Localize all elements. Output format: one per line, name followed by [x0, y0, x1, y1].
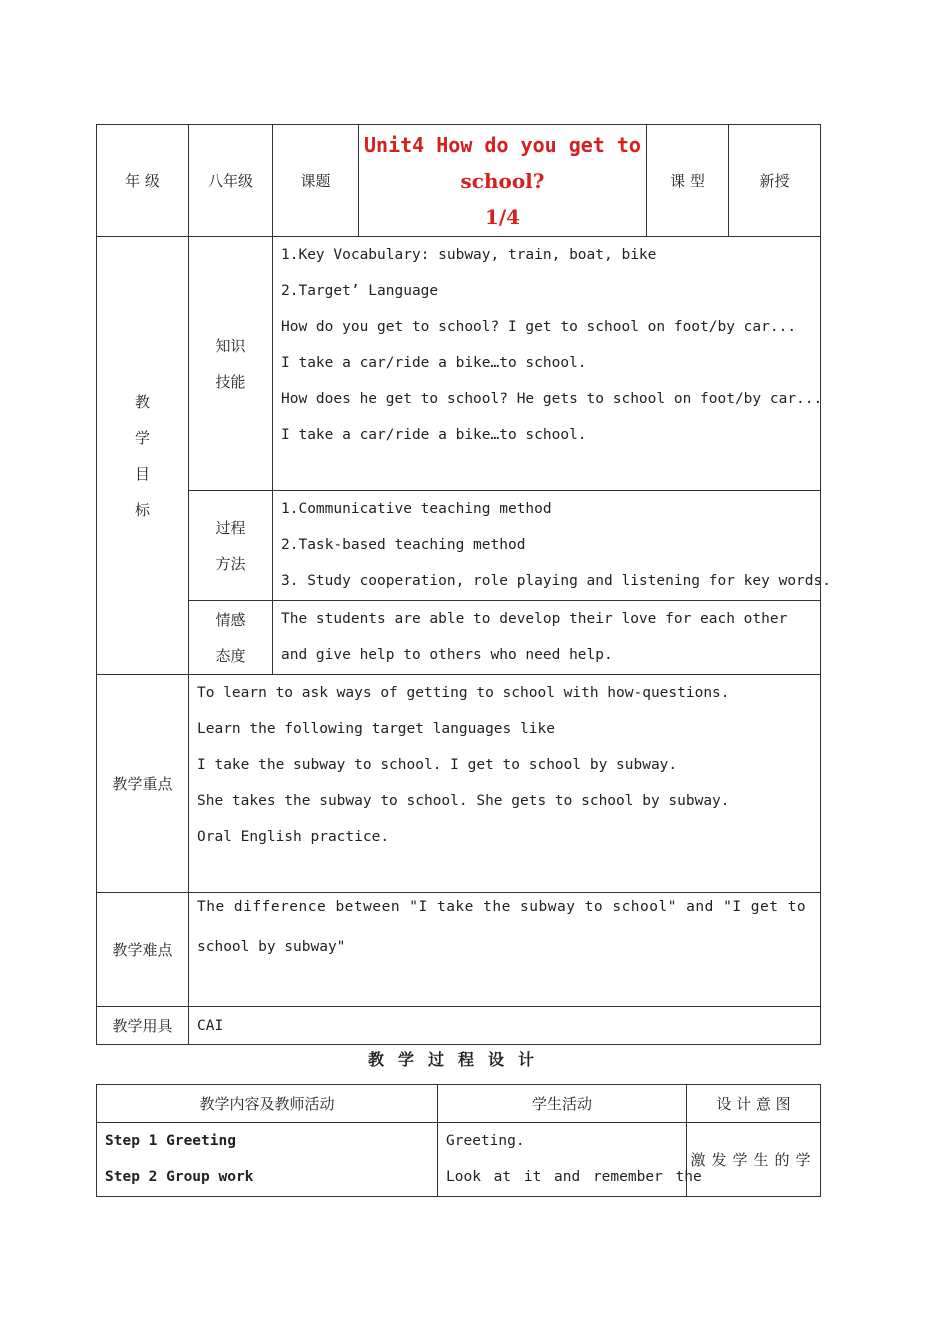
topic-title [359, 125, 647, 237]
knowledge-line: How do you get to school? I get to school on foot/by car... [281, 319, 797, 335]
process-design-title: 教学过程设计 [367, 1050, 548, 1069]
student-line: Greeting. [446, 1133, 525, 1149]
objectives-label [97, 237, 189, 675]
student-activity-cell [438, 1123, 702, 1197]
grade-label: 年 级 [97, 125, 189, 237]
knowledge-line: 2.Target’ Language [281, 283, 439, 299]
key-points-content [189, 675, 821, 893]
key-point-line: To learn to ask ways of getting to school with how-questions. [197, 685, 730, 701]
header-student-activity: 学生活动 [438, 1085, 687, 1123]
header-teacher-activity: 教学内容及教师活动 [97, 1085, 438, 1123]
process-content [273, 491, 831, 601]
objectives-char: 学 [134, 428, 150, 447]
knowledge-line: I take a car/ride a bike…to school. [281, 427, 587, 443]
knowledge-label-line: 技能 [215, 372, 246, 391]
emotion-label-line: 态度 [215, 646, 246, 665]
key-point-line: I take the subway to school. I get to school by subway. [197, 757, 678, 773]
teacher-activity-cell [97, 1123, 438, 1197]
student-line: Look at it and remember the [446, 1169, 702, 1185]
knowledge-label-line: 知识 [215, 336, 246, 355]
difficult-line-1: The difference between "I take the subway to school" and "I get to [197, 899, 807, 915]
type-label: 课 型 [647, 125, 729, 237]
topic-line-3: 1/4 [484, 204, 521, 229]
process-line: 2.Task-based teaching method [281, 537, 526, 553]
tools-value: CAI [197, 1017, 224, 1034]
key-point-line: Learn the following target languages like [197, 721, 555, 737]
process-label-line: 过程 [215, 518, 246, 537]
teacher-step: Step 2 Group work [105, 1169, 254, 1185]
emotion-line: and give help to others who need help. [281, 647, 613, 663]
process-label-line: 方法 [215, 554, 246, 573]
key-point-line: Oral English practice. [197, 829, 390, 845]
difficult-line-2: school by subway" [197, 939, 346, 955]
emotion-label [189, 601, 273, 675]
emotion-label-line: 情感 [215, 610, 246, 629]
topic-label: 课题 [273, 125, 359, 237]
difficult-points-content [189, 893, 821, 1007]
knowledge-line: I take a car/ride a bike…to school. [281, 355, 587, 371]
key-point-line: She takes the subway to school. She gets to school by subway. [197, 793, 730, 809]
lesson-plan-table [96, 124, 831, 1045]
process-label [189, 491, 273, 601]
objectives-char: 教 [134, 392, 150, 411]
emotion-content [273, 601, 821, 675]
type-value: 新授 [729, 125, 821, 237]
emotion-line: The students are able to develop their love for each other [281, 611, 788, 627]
teacher-step: Step 1 Greeting [105, 1133, 236, 1149]
objectives-char: 标 [134, 500, 150, 519]
tools-label: 教学用具 [97, 1007, 189, 1045]
header-design-intent: 设 计 意 图 [687, 1085, 821, 1123]
design-intent-cell: 激发学生的学 [687, 1123, 821, 1197]
topic-line-2: school? [460, 168, 545, 193]
process-line: 3. Study cooperation, role playing and listening for key words. [281, 573, 831, 589]
grade-value: 八年级 [189, 125, 273, 237]
knowledge-content [273, 237, 821, 491]
key-points-label: 教学重点 [97, 675, 189, 893]
process-design-table [96, 1084, 821, 1197]
knowledge-label [189, 237, 273, 491]
tools-content [189, 1007, 821, 1045]
objectives-char: 目 [134, 464, 150, 483]
knowledge-line: How does he get to school? He gets to school on foot/by car... [281, 391, 823, 407]
difficult-points-label: 教学难点 [97, 893, 189, 1007]
process-line: 1.Communicative teaching method [281, 501, 552, 517]
topic-line-1: Unit4 How do you get to [364, 132, 641, 157]
knowledge-line: 1.Key Vocabulary: subway, train, boat, bike [281, 247, 657, 263]
